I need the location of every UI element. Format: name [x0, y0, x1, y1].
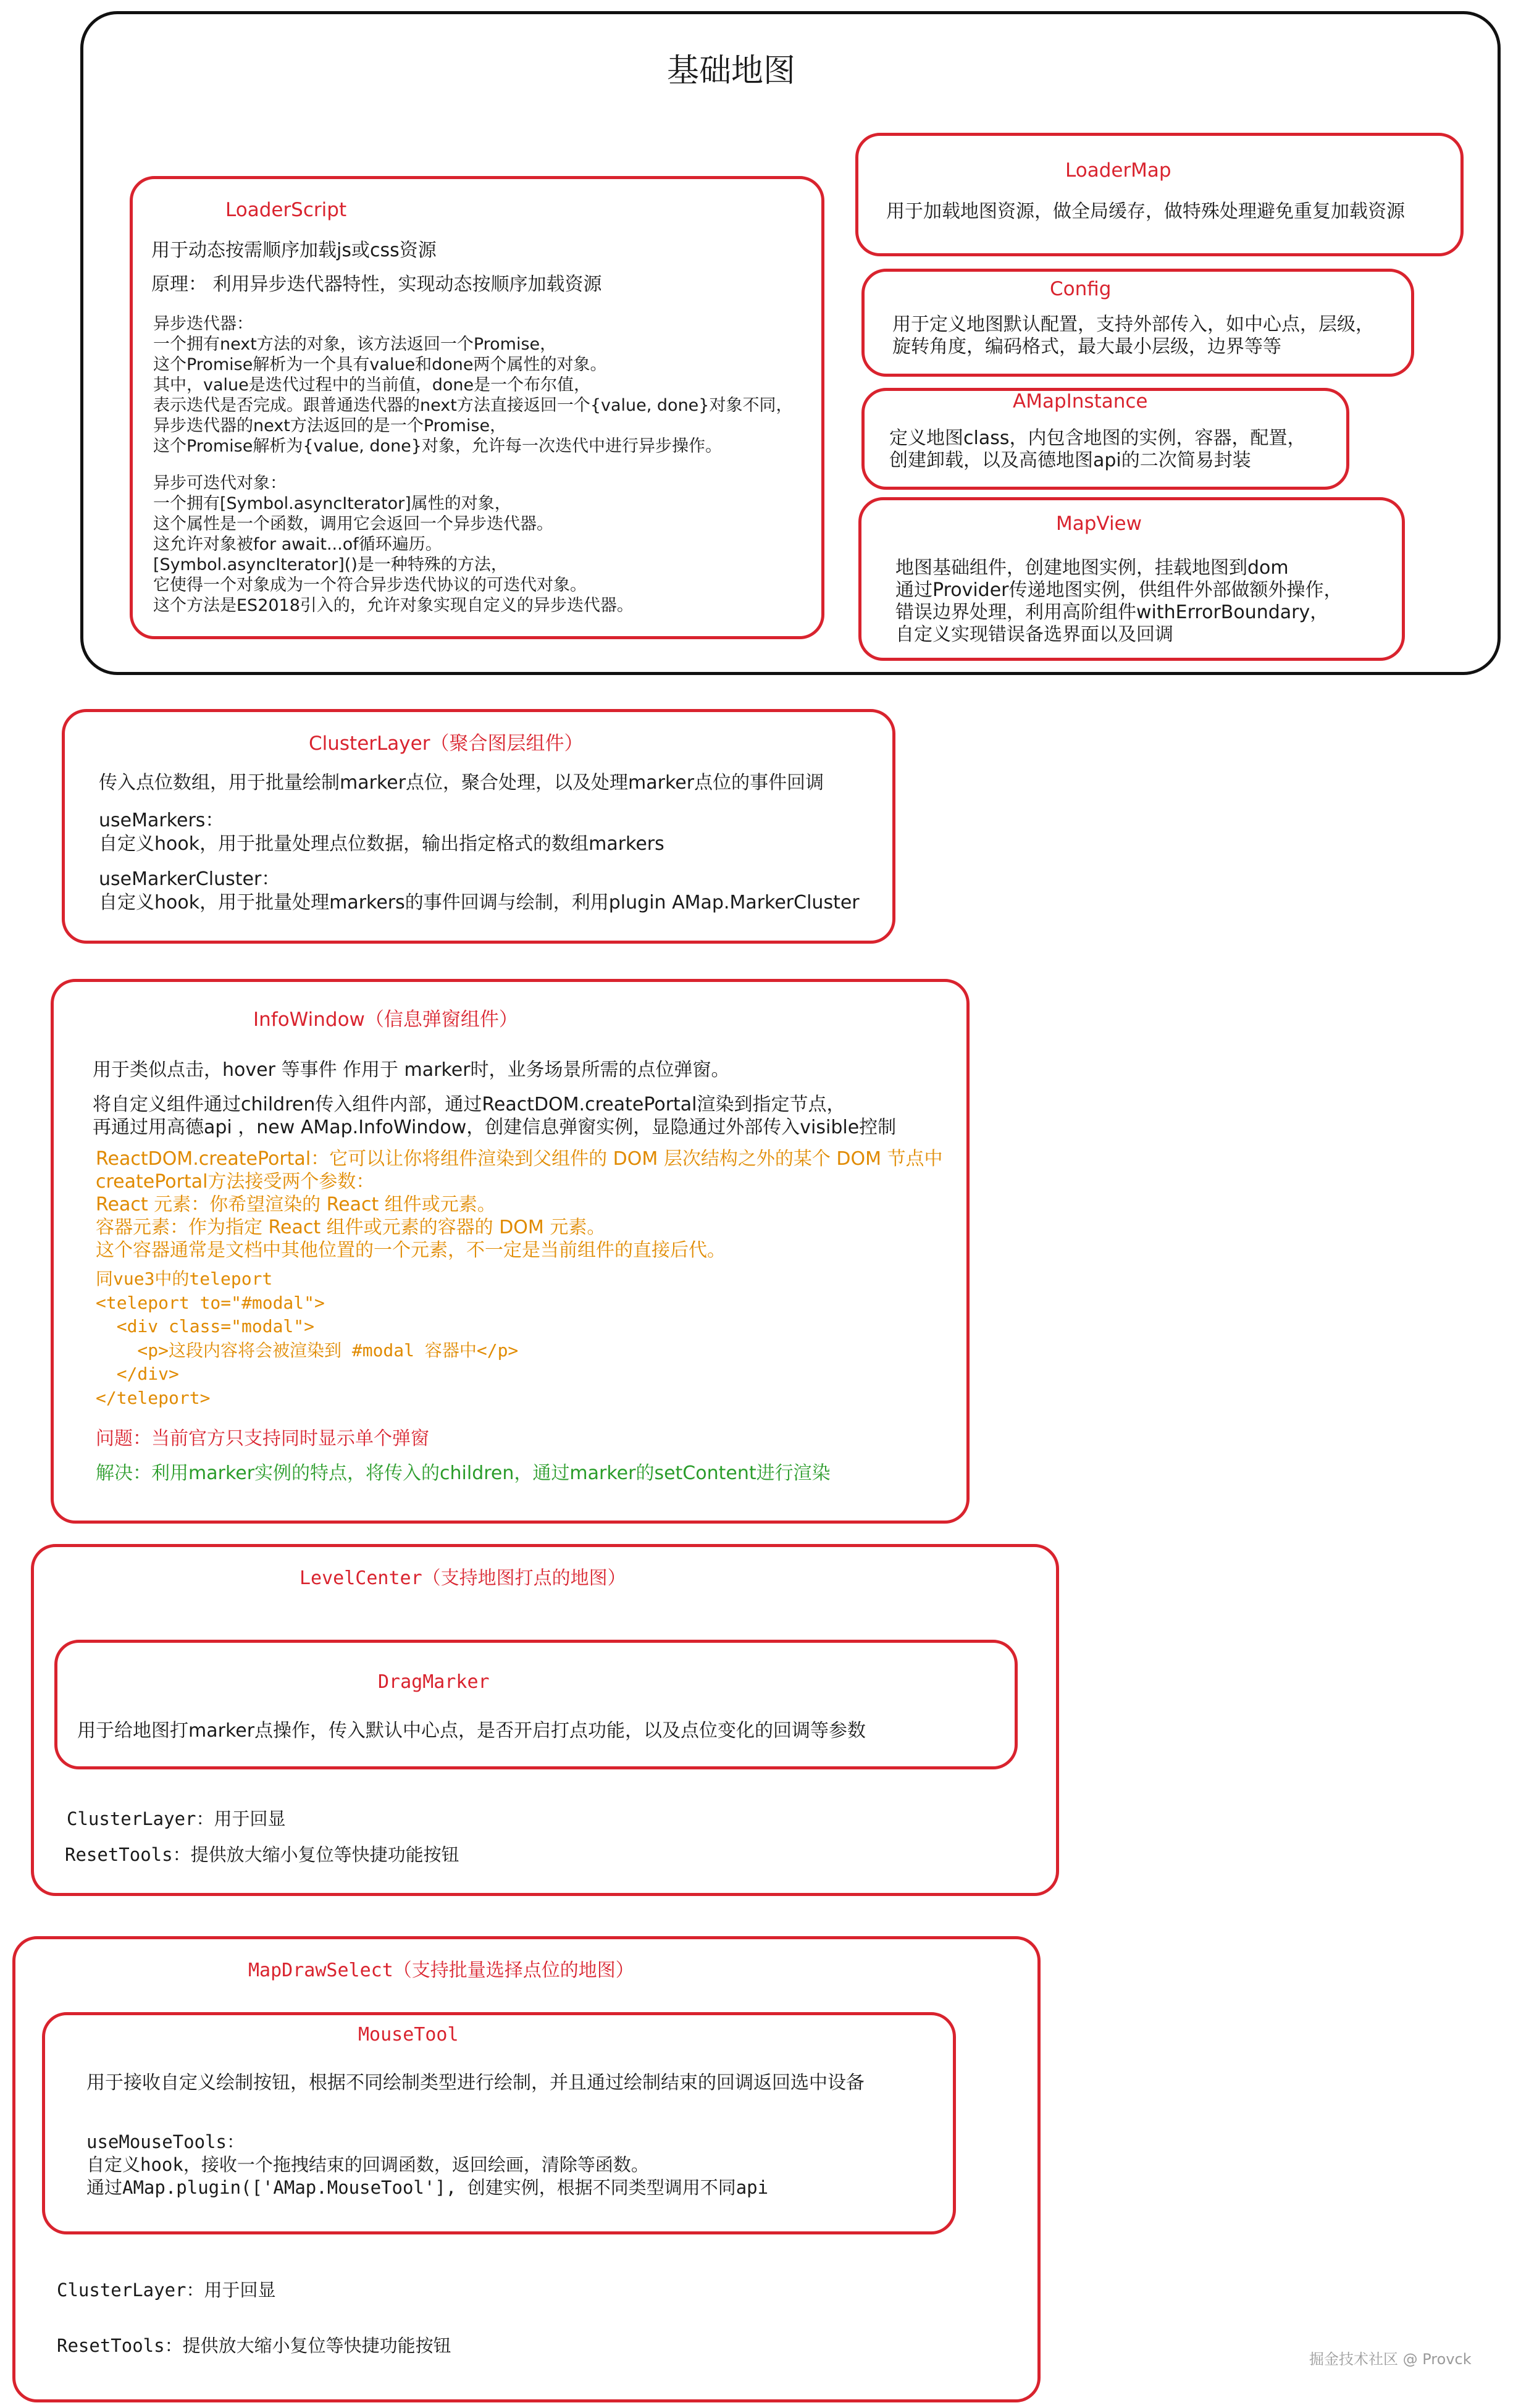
- mouse-tool-box: [42, 2012, 956, 2234]
- loader-map-box: [855, 133, 1464, 256]
- map-draw-select-title: MapDrawSelect（支持批量选择点位的地图）: [248, 1960, 634, 1981]
- drag-marker-box: [54, 1640, 1018, 1769]
- watermark: 掘金技术社区 @ Provck: [1309, 2351, 1472, 2368]
- level-center-reset-tools: ResetTools：提供放大缩小复位等快捷功能按钮: [65, 1844, 459, 1865]
- level-center-cluster-layer: ClusterLayer：用于回显: [67, 1808, 286, 1829]
- config-desc: 用于定义地图默认配置，支持外部传入，如中心点，层级， 旋转角度，编码格式，最大最小层级，边界等等: [892, 314, 1374, 358]
- cluster-layer-desc: 传入点位数组，用于批量绘制marker点位，聚合处理，以及处理marker点位的事件回调: [99, 772, 824, 794]
- info-window-problem: 问题：当前官方只支持同时显示单个弹窗: [96, 1428, 429, 1449]
- use-markers-text: useMarkers： 自定义hook，用于批量处理点位数据，输出指定格式的数组markers: [99, 810, 664, 855]
- mouse-tool-desc: 用于接收自定义绘制按钮，根据不同绘制类型进行绘制，并且通过绘制结束的回调返回选中设备: [86, 2072, 865, 2094]
- amap-instance-desc: 定义地图class，内包含地图的实例，容器，配置， 创建卸载，以及高德地图api的二次简易封装: [889, 427, 1306, 471]
- use-mouse-tools-text: useMouseTools： 自定义hook，接收一个拖拽结束的回调函数，返回绘画，清除等函数。 通过AMap.plugin(['AMap.MouseTool'], 创建实例，根据不同类型调用不同api: [86, 2131, 769, 2198]
- async-iterable-text: 异步可迭代对象： 一个拥有[Symbol.asyncIterator]属性的对象， 这个属性是一个函数，调用它会返回一个异步迭代器。 这允许对象被for await...of循环遍历。 [Symbol.asyncIterator]()是一种特殊的方法， 它使得一个对象成为一个符合异步迭代协议的可迭代对象。 这个方法是ES2018引入的，允许对象实现自定义的异步迭代器。: [153, 474, 634, 615]
- drag-marker-title: DragMarker: [378, 1671, 490, 1693]
- map-view-desc: 地图基础组件，创建地图实例，挂载地图到dom 通过Provider传递地图实例，供组件外部做额外操作， 错误边界处理，利用高阶组件withErrorBoundary， 自定义实现错误备选界面以及回调: [895, 557, 1343, 645]
- drag-marker-desc: 用于给地图打marker点操作，传入默认中心点，是否开启打点功能，以及点位变化的回调等参数: [77, 1720, 866, 1742]
- loader-map-desc: 用于加载地图资源，做全局缓存，做特殊处理避免重复加载资源: [886, 201, 1405, 222]
- loader-script-desc: 用于动态按需顺序加载js或css资源: [151, 240, 437, 261]
- use-marker-cluster-text: useMarkerCluster： 自定义hook，用于批量处理markers的事件回调与绘制，利用plugin AMap.MarkerCluster: [99, 868, 860, 913]
- level-center-title: LevelCenter（支持地图打点的地图）: [300, 1567, 626, 1589]
- portal-note: ReactDOM.createPortal：它可以让你将组件渲染到父组件的 DOM 层次结构之外的某个 DOM 节点中 createPortal方法接受两个参数： React 元素：你希望渲染的 React 组件或元素。 容器元素：作为指定 React 组件或元素的容器的 DOM 元素。 这个容器通常是文档中其他位置的一个元素，不一定是当前组件的直接后代。: [96, 1148, 943, 1261]
- loader-script-title: LoaderScript: [225, 199, 347, 221]
- async-iterator-text: 异步迭代器： 一个拥有next方法的对象，该方法返回一个Promise， 这个Promise解析为一个具有value和done两个属性的对象。 其中，value是迭代过程中的当前值，done是一个布尔值， 表示迭代是否完成。跟普通迭代器的next方法直接返回一个{value, done}对象不同， 异步迭代器的next方法返回的是一个Promise， 这个Promise解析为{value, done}对象，允许每一次迭代中进行异步操作。: [153, 314, 793, 456]
- info-window-solution: 解决：利用marker实例的特点，将传入的children，通过marker的setContent进行渲染: [96, 1462, 831, 1484]
- config-title: Config: [1050, 278, 1112, 300]
- mouse-tool-title: MouseTool: [358, 2024, 459, 2045]
- info-window-desc1: 用于类似点击，hover 等事件 作用于 marker时，业务场景所需的点位弹窗。: [93, 1059, 730, 1081]
- info-window-title: InfoWindow（信息弹窗组件）: [253, 1009, 518, 1031]
- cluster-layer-title: ClusterLayer（聚合图层组件）: [309, 732, 584, 755]
- teleport-code: 同vue3中的teleport <teleport to="#modal"> <div class="modal"> <p>这段内容将会被渲染到 #modal 容器中</p> </div> </teleport>: [96, 1269, 519, 1408]
- amap-instance-title: AMapInstance: [1013, 390, 1148, 413]
- map-view-title: MapView: [1056, 513, 1142, 535]
- info-window-desc2: 将自定义组件通过children传入组件内部，通过ReactDOM.createPortal渲染到指定节点， 再通过用高德api ，new AMap.InfoWindow，创建信息弹窗实例，显隐通过外部传入visible控制: [93, 1094, 897, 1138]
- map-draw-select-cluster-layer: ClusterLayer：用于回显: [57, 2280, 276, 2301]
- loader-script-principle: 原理： 利用异步迭代器特性，实现动态按顺序加载资源: [151, 274, 602, 295]
- map-draw-select-reset-tools: ResetTools：提供放大缩小复位等快捷功能按钮: [57, 2335, 451, 2356]
- loader-map-title: LoaderMap: [1065, 159, 1171, 182]
- base-map-title: 基础地图: [667, 52, 796, 90]
